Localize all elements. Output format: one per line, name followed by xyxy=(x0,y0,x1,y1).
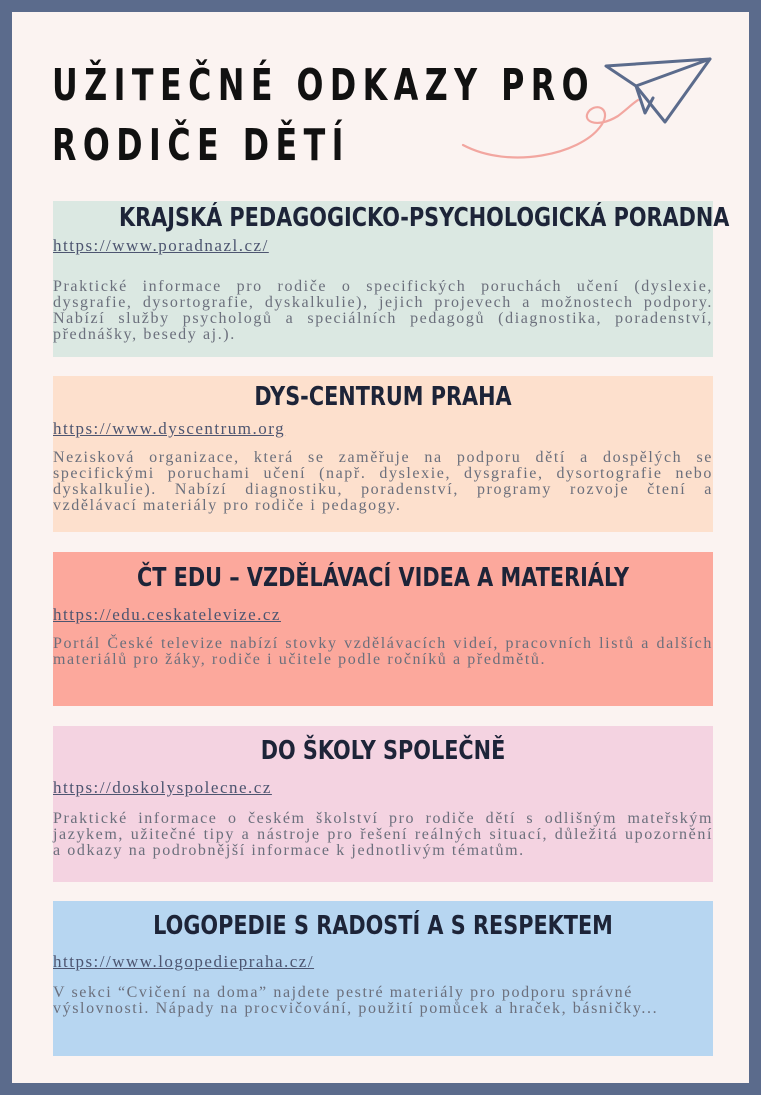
card-heading: LOGOPEDIE S RADOSTÍ A S RESPEKTEM xyxy=(153,911,613,941)
card-link[interactable]: https://doskolyspolecne.cz xyxy=(53,778,272,797)
card-heading: KRAJSKÁ PEDAGOGICKO-PSYCHOLOGICKÁ PORADNA xyxy=(119,203,730,233)
card-description: Nezisková organizace, která se zaměřuje na podporu dětí a dospělých se specifickými poruchami učení (např. dyslexie, dysgrafie, dysortografie nebo dyskalkulie). Nabízí diagnostiku, poradenství, programy rozvoje čtení a vzdělávací materiály pro rodiče i pedagogy. xyxy=(53,449,713,514)
link-card-do-skoly-spolecne xyxy=(53,726,713,882)
card-heading: DYS-CENTRUM PRAHA xyxy=(254,382,512,412)
card-heading: ČT EDU – VZDĚLÁVACÍ VIDEA A MATERIÁLY xyxy=(136,563,630,593)
card-description: Praktické informace pro rodiče o specifických poruchách učení (dyslexie, dysgrafie, dysortografie, dyskalkulie), jejich projevech a možnostech podpory. Nabízí služby psychologů a speciálních pedagogů (diagnostika, poradenství, přednášky, besedy aj.). xyxy=(53,278,713,343)
link-card-poradna xyxy=(53,201,730,357)
link-card-ct-edu xyxy=(53,552,713,706)
title-line-2: RODIČE DĚTÍ xyxy=(52,120,350,171)
card-link[interactable]: https://edu.ceskatelevize.cz xyxy=(53,605,281,624)
page xyxy=(12,12,749,1083)
link-card-dyscentrum xyxy=(53,376,713,532)
card-description: Portál České televize nabízí stovky vzdělávacích videí, pracovních listů a dalších materiálů pro žáky, rodiče i učitele podle ročníků a předmětů. xyxy=(53,635,713,668)
link-card-logopedie xyxy=(53,901,713,1056)
card-link[interactable]: https://www.dyscentrum.org xyxy=(53,419,286,438)
card-description: Praktické informace o českém školství pro rodiče dětí s odlišným mateřským jazykem, užitečné tipy a nástroje pro řešení reálných situací, důležitá upozornění a odkazy na podrobnější informace k jednotlivým tématům. xyxy=(53,810,713,859)
card-link[interactable]: https://www.poradnazl.cz/ xyxy=(53,236,269,255)
paper-plane-icon xyxy=(460,42,730,162)
card-description: V sekci “Cvičení na doma” najdete pestré materiály pro podporu správné výslovnosti. Nápady na procvičování, použití pomůcek a hraček, básničky... xyxy=(53,984,659,1017)
card-link[interactable]: https://www.logopediepraha.cz/ xyxy=(53,952,315,971)
title-line-1: UŽITEČNÉ ODKAZY PRO xyxy=(52,60,596,111)
card-heading: DO ŠKOLY SPOLEČNĚ xyxy=(260,736,506,766)
